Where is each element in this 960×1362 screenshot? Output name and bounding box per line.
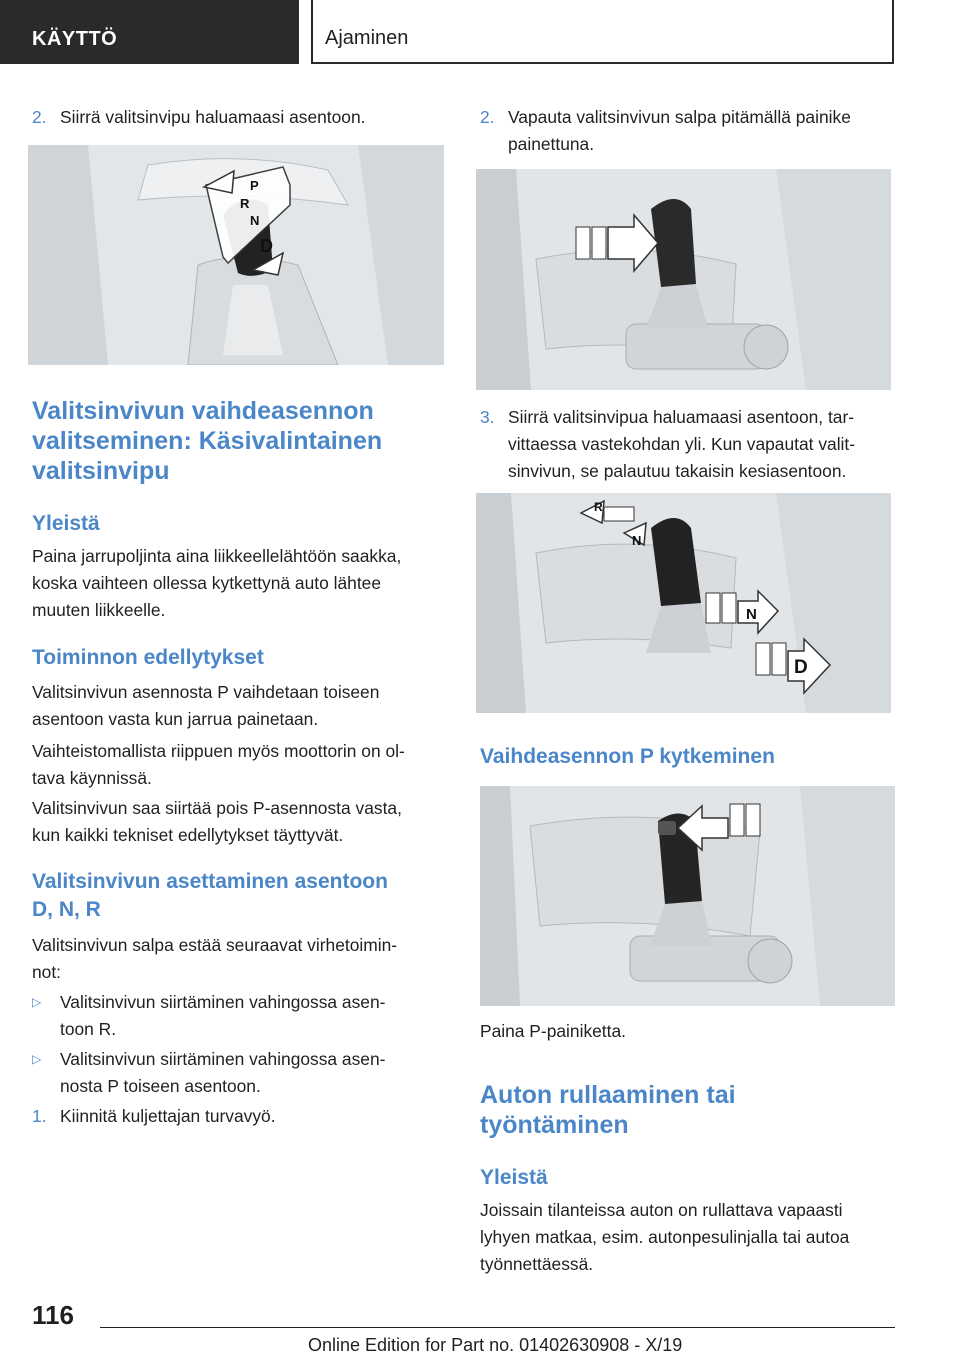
text-line: työnnettäessä. <box>480 1254 594 1274</box>
left-step-1 <box>32 1103 444 1130</box>
header-chapter-title: Ajaminen <box>325 27 409 49</box>
gear-label-d: D <box>794 657 808 678</box>
triangle-bullet-icon: ▷ <box>32 1052 42 1066</box>
step-number: 2. <box>480 107 495 127</box>
text-line: vittaessa vastekohdan yli. Kun vapautat valit- <box>508 434 856 454</box>
release-button-illustration <box>476 169 891 390</box>
text-line: Paina jarrupoljinta aina liikkeellelähtöön saakka, <box>32 546 402 566</box>
gear-label-r: R <box>594 500 603 514</box>
gear-label-n: N <box>746 606 757 623</box>
text-line: Valitsinvivun saa siirtää pois P-asennosta vasta, <box>32 798 402 818</box>
text-line: muuten liikkeelle. <box>32 600 166 620</box>
heading-line: Valitsinvivun vaihdeasennon <box>32 397 374 425</box>
step-text: Kiinnitä kuljettajan turvavyö. <box>60 1106 276 1126</box>
right-step-3 <box>480 404 895 485</box>
text-line: Siirrä valitsinvipua haluamaasi asentoon, tar- <box>508 407 855 427</box>
paragraph-rolling <box>480 1197 895 1278</box>
text-line: koska vaihteen ollessa kytkettynä auto lähtee <box>32 573 381 593</box>
heading-line: Valitsinvivun asettaminen asentoon <box>32 870 388 893</box>
subheading-general: Yleistä <box>480 1166 548 1189</box>
figure-release-lock <box>476 169 891 390</box>
footer-divider <box>100 1327 895 1328</box>
heading-line: työntäminen <box>480 1111 629 1139</box>
figure-park-button <box>480 786 895 1006</box>
text-line: Valitsinvivun salpa estää seuraavat virhetoimin- <box>32 935 398 955</box>
step-number: 2. <box>32 107 47 127</box>
subheading-prerequisites: Toiminnon edellytykset <box>32 646 264 669</box>
gear-label-r: R <box>240 196 250 211</box>
paragraph-set-position <box>32 932 444 986</box>
gear-selection-illustration <box>476 493 891 713</box>
text-line: sinvivun, se palautuu takaisin kesiasentoon. <box>508 461 847 481</box>
triangle-bullet-icon: ▷ <box>32 995 42 1009</box>
heading-line: Auton rullaaminen tai <box>480 1081 736 1109</box>
text-line: nosta P toiseen asentoon. <box>60 1076 261 1096</box>
heading-line: valitseminen: Käsivalintainen <box>32 427 383 455</box>
text-line: toon R. <box>60 1019 117 1039</box>
text-line: Vaihteistomallista riippuen myös moottorin on ol- <box>32 741 405 761</box>
step-text: Siirrä valitsinvipu haluamaasi asentoon. <box>60 107 366 127</box>
paragraph-prereq-1 <box>32 679 444 733</box>
figure-selector-lever-manual <box>28 145 444 365</box>
text-line: Valitsinvivun asennosta P vaihdetaan toiseen <box>32 682 380 702</box>
gear-label-n: N <box>250 213 260 228</box>
text-line: painettuna. <box>508 134 595 154</box>
left-step-2 <box>32 104 444 131</box>
text-line: lyhyen matkaa, esim. autonpesulinjalla tai autoa <box>480 1227 850 1247</box>
step-number: 3. <box>480 407 495 427</box>
list-item <box>32 989 444 1043</box>
right-step-2 <box>480 104 895 158</box>
subheading-set-position <box>32 868 444 924</box>
list-item <box>32 1046 444 1100</box>
header-section-tab <box>0 0 299 64</box>
header-chapter-tab <box>311 0 894 64</box>
park-button-illustration <box>480 786 895 1006</box>
step-text <box>508 404 855 485</box>
step-number: 1. <box>32 1106 47 1126</box>
selector-lever-illustration <box>28 145 444 365</box>
text-line: asentoon vasta kun jarrua painetaan. <box>32 709 319 729</box>
caption-press-park: Paina P-painiketta. <box>480 1021 626 1041</box>
figure-select-position <box>476 493 891 713</box>
text-line: Joissain tilanteissa auton on rullattava vapaasti <box>480 1200 843 1220</box>
section-heading-manual-selection <box>32 396 444 486</box>
gear-label-d: D <box>260 236 273 256</box>
paragraph-prereq-2 <box>32 738 444 792</box>
page-number: 116 <box>32 1300 74 1330</box>
text-line: Valitsinvivun siirtäminen vahingossa asen- <box>60 1049 386 1069</box>
paragraph-general <box>32 543 444 624</box>
header-section-title: KÄYTTÖ <box>32 28 118 50</box>
paragraph-prereq-3 <box>32 795 444 849</box>
gear-label-p: P <box>250 178 259 193</box>
bullet-text <box>60 989 385 1043</box>
heading-line: valitsinvipu <box>32 457 170 485</box>
edition-footer: Online Edition for Part no. 01402630908 - X/19 <box>308 1335 683 1355</box>
subheading-general: Yleistä <box>32 512 100 535</box>
heading-line: D, N, R <box>32 898 101 921</box>
step-text <box>508 104 851 158</box>
text-line: not: <box>32 962 62 982</box>
text-line: Vapauta valitsinvivun salpa pitämällä painike <box>508 107 851 127</box>
bullet-text <box>60 1046 385 1100</box>
gear-label-n: N <box>632 533 642 548</box>
section-heading-rolling <box>480 1080 895 1140</box>
text-line: Valitsinvivun siirtäminen vahingossa asen- <box>60 992 386 1012</box>
text-line: tava käynnissä. <box>32 768 152 788</box>
subheading-park-engage: Vaihdeasennon P kytkeminen <box>480 745 775 768</box>
text-line: kun kaikki tekniset edellytykset täyttyvät. <box>32 825 344 845</box>
